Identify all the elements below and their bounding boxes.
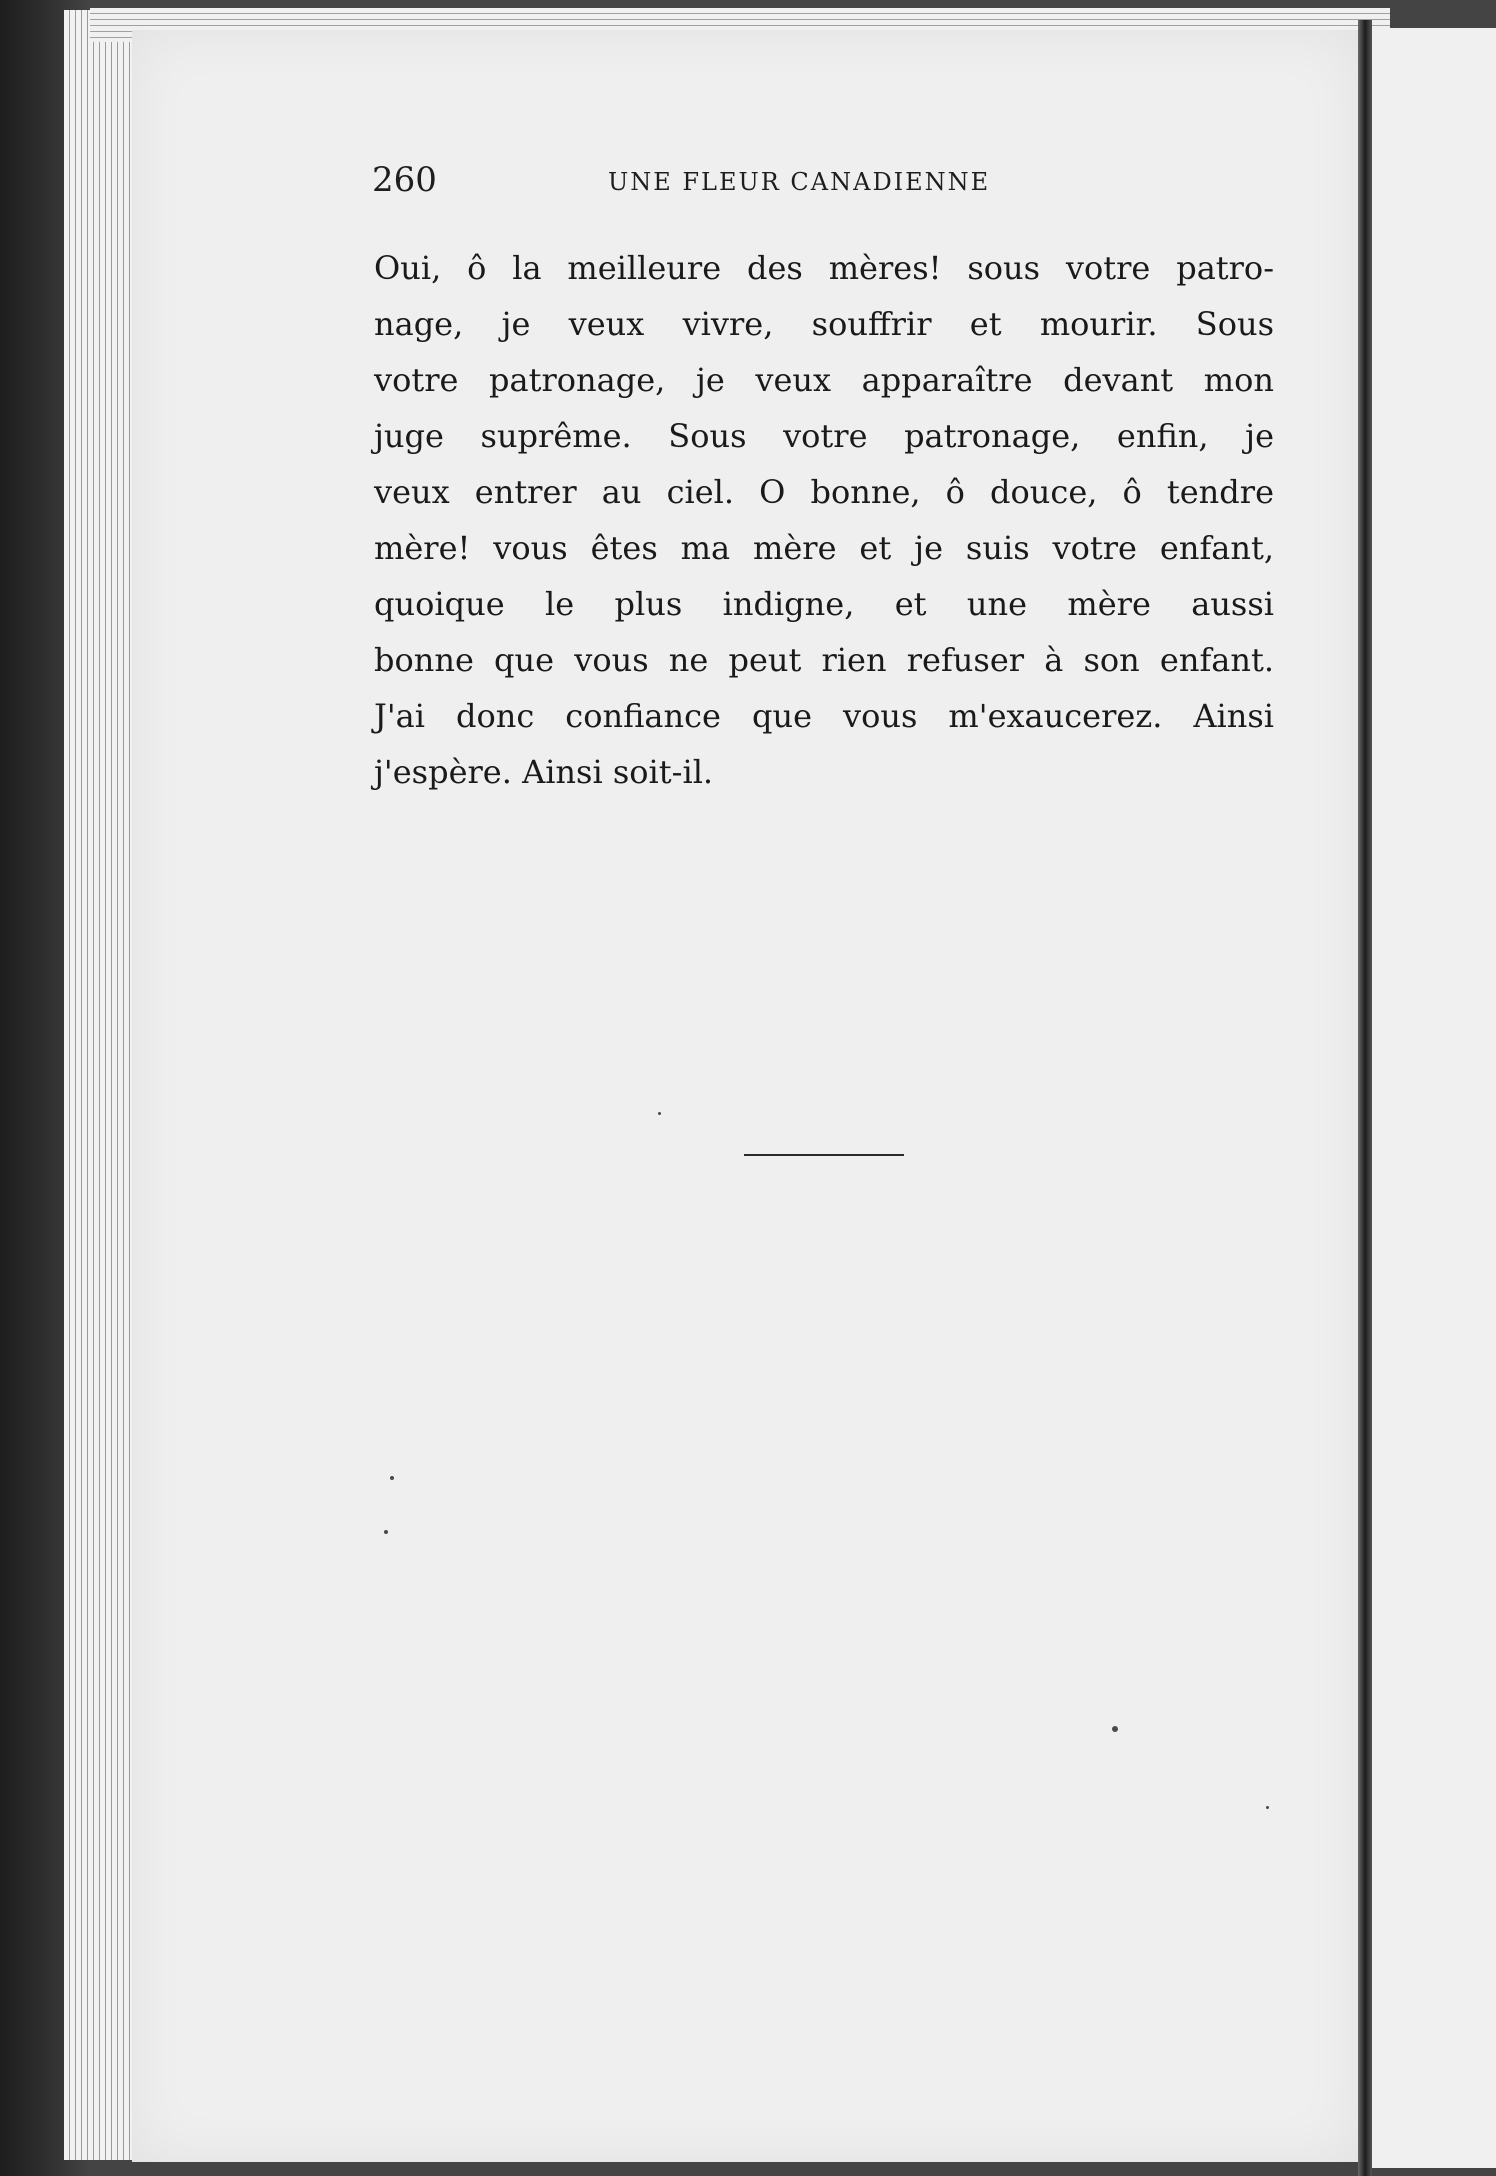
body-text	[374, 240, 1274, 800]
scan-speck	[384, 1530, 388, 1534]
scan-speck	[1266, 1806, 1269, 1809]
end-rule	[744, 1154, 904, 1156]
text-line: J'ai donc confiance que vous m'exaucerez. Ainsi	[374, 697, 1274, 735]
book-gutter	[1358, 20, 1372, 2176]
running-title: UNE FLEUR CANADIENNE	[608, 168, 991, 196]
facing-page	[1372, 28, 1496, 2168]
text-line: juge suprême. Sous votre patronage, enfin, je	[374, 417, 1274, 455]
text-line-last: j'espère. Ainsi soit-il.	[374, 753, 714, 791]
scan-speck	[658, 1112, 661, 1115]
text-line: veux entrer au ciel. O bonne, ô douce, ô tendre	[374, 473, 1274, 511]
text-line: bonne que vous ne peut rien refuser à son enfant.	[374, 641, 1274, 679]
text-line: Oui, ô la meilleure des mères! sous votre patro-	[374, 249, 1274, 287]
text-line: mère! vous êtes ma mère et je suis votre enfant,	[374, 529, 1274, 567]
scan-speck	[390, 1476, 394, 1480]
page-number: 260	[372, 160, 437, 200]
running-header	[372, 160, 1272, 206]
text-line: nage, je veux vivre, souffrir et mourir. Sous	[374, 305, 1274, 343]
text-line: votre patronage, je veux apparaître devant mon	[374, 361, 1274, 399]
text-line: quoique le plus indigne, et une mère aussi	[374, 585, 1274, 623]
scan-speck	[1112, 1726, 1118, 1732]
